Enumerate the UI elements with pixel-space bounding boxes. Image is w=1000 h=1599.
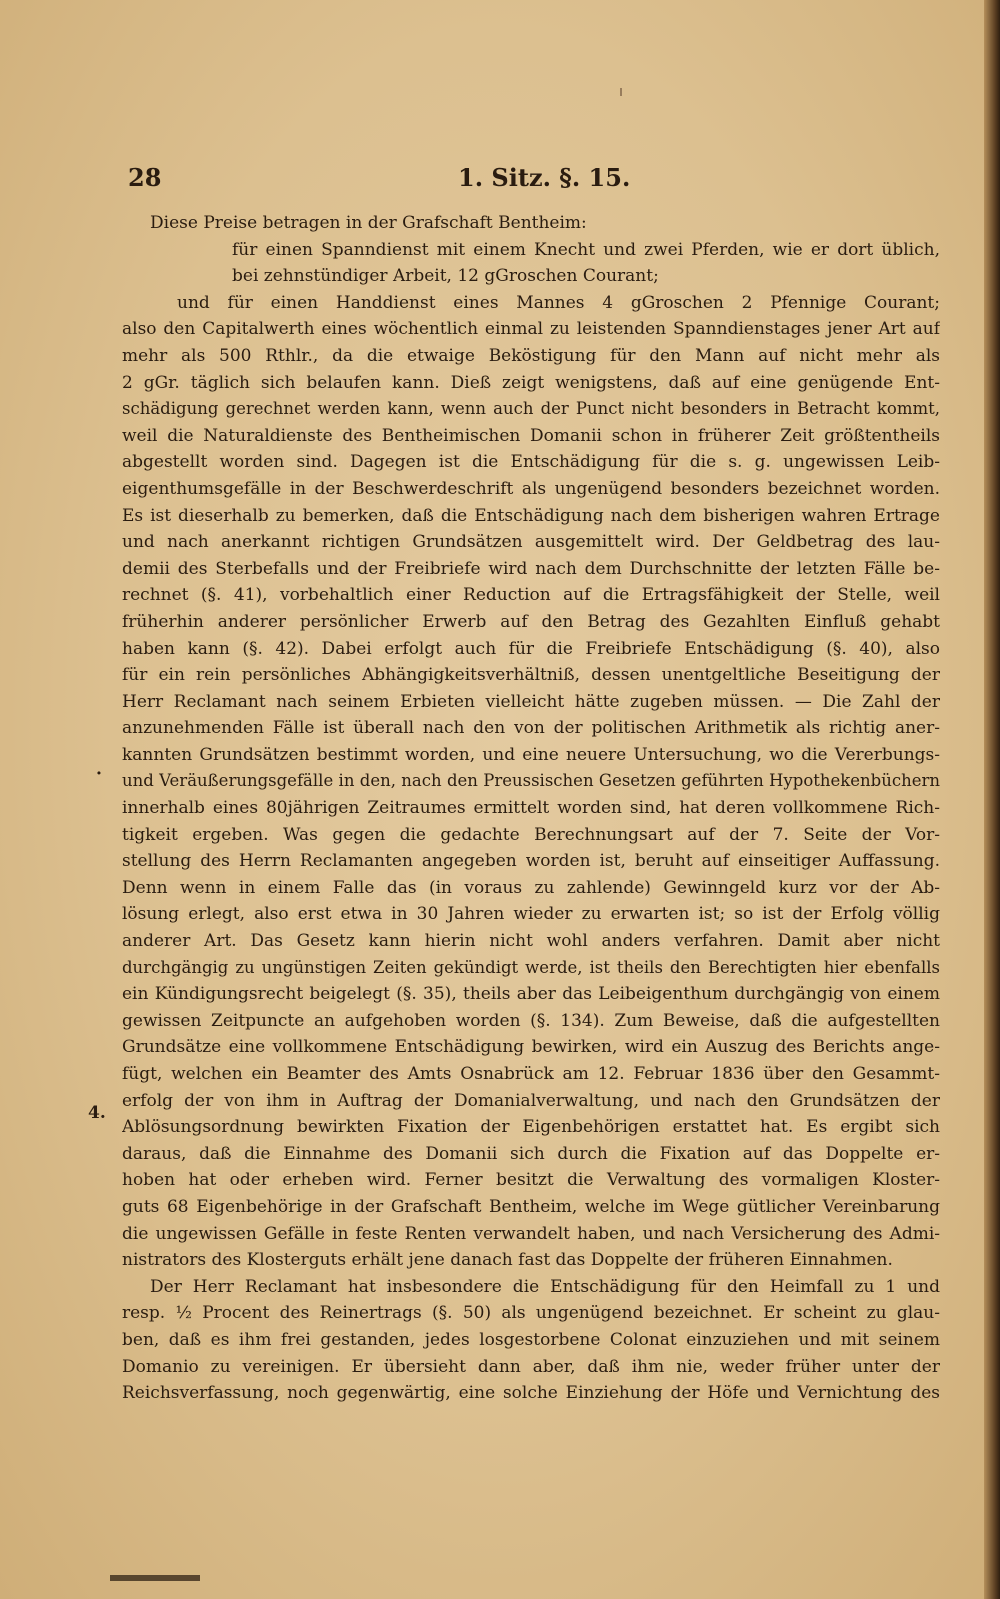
margin-dot: · <box>96 764 102 784</box>
text-line: ben, daß es ihm frei gestanden, jedes losgestorbene Colonat einzuziehen und mit seinem <box>122 1329 940 1350</box>
text-line: gewissen Zeitpuncte an aufgehoben worden (§. 134). Zum Beweise, daß die aufgestellten <box>122 1010 940 1031</box>
text-line: resp. ½ Procent des Reinertrags (§. 50) als ungenügend bezeichnet. Er scheint zu glau- <box>122 1303 940 1324</box>
text-line: Es ist dieserhalb zu bemerken, daß die Entschädigung nach dem bisherigen wahren Ertrage <box>122 505 940 526</box>
text-line: weil die Naturaldienste des Bentheimischen Domanii schon in früherer Zeit größtentheils <box>122 425 940 446</box>
running-head: 1. Sitz. §. 15. <box>458 163 631 192</box>
text-line: fügt, welchen ein Beamter des Amts Osnabrück am 12. Februar 1836 über den Gesammt- <box>122 1064 940 1084</box>
text-line: Der Herr Reclamant hat insbesondere die Entschädigung für den Heimfall zu 1 und <box>150 1276 940 1297</box>
text-line: demii des Sterbefalls und der Freibriefe wird nach dem Durchschnitte der letzten Fälle be- <box>122 558 940 579</box>
text-line: Diese Preise betragen in der Grafschaft Bentheim: <box>150 213 587 233</box>
page-edge-mark <box>110 1575 200 1581</box>
page-header <box>128 163 928 203</box>
text-line: und nach anerkannt richtigen Grundsätzen ausgemittelt wird. Der Geldbetrag des lau- <box>122 532 940 553</box>
page-number: 28 <box>128 163 162 192</box>
page-edge-shadow <box>984 0 1000 1599</box>
text-line: hoben hat oder erheben wird. Ferner besitzt die Verwaltung des vormaligen Kloster- <box>122 1170 940 1191</box>
text-line: abgestellt worden sind. Dagegen ist die Entschädigung für die s. g. ungewissen Leib- <box>122 452 940 473</box>
text-line: Reichsverfassung, noch gegenwärtig, eine solche Einziehung der Höfe und Vernichtung des <box>122 1383 940 1404</box>
text-line: und für einen Handdienst eines Mannes 4 gGroschen 2 Pfennige Courant; <box>177 292 940 313</box>
text-line: schädigung gerechnet werden kann, wenn auch der Punct nicht besonders in Betracht kommt, <box>122 399 940 419</box>
text-line: innerhalb eines 80jährigen Zeitraumes ermittelt worden sind, hat deren vollkommene Rich- <box>122 798 940 819</box>
text-line: daraus, daß die Einnahme des Domanii sich durch die Fixation auf das Doppelte er- <box>122 1143 940 1164</box>
text-line: ein Kündigungsrecht beigelegt (§. 35), theils aber das Leibeigenthum durchgängig von einem <box>122 984 940 1005</box>
text-line: für ein rein persönliches Abhängigkeitsverhältniß, dessen unentgeltliche Beseitigung der <box>122 665 940 686</box>
text-line: Ablösungsordnung bewirkten Fixation der Eigenbehörigen erstattet hat. Es ergibt sich <box>122 1117 940 1138</box>
text-line: 2 gGr. täglich sich belaufen kann. Dieß zeigt wenigstens, daß auf eine genügende Ent- <box>122 372 940 393</box>
text-line: durchgängig zu ungünstigen Zeiten gekündigt werde, ist theils den Berechtigten hier ebenfalls <box>122 957 940 977</box>
text-line: mehr als 500 Rthlr., da die etwaige Beköstigung für den Mann auf nicht mehr als <box>122 345 940 366</box>
text-line: tigkeit ergeben. Was gegen die gedachte Berechnungsart auf der 7. Seite der Vor- <box>122 824 940 845</box>
text-line: Denn wenn in einem Falle das (in voraus zu zahlende) Gewinngeld kurz vor der Ab- <box>122 877 940 898</box>
text-line: rechnet (§. 41), vorbehaltlich einer Reduction auf die Ertragsfähigkeit der Stelle, weil <box>122 585 940 606</box>
text-line: guts 68 Eigenbehörige in der Grafschaft Bentheim, welche im Wege gütlicher Vereinbarung <box>122 1196 940 1217</box>
text-line: also den Capitalwerth eines wöchentlich einmal zu leistenden Spanndienstages jener Art auf <box>122 319 940 340</box>
text-line: lösung erlegt, also erst etwa in 30 Jahren wieder zu erwarten ist; so ist der Erfolg völlig <box>122 904 940 925</box>
text-line: anzunehmenden Fälle ist überall nach den von der politischen Arithmetik als richtig aner- <box>122 718 940 739</box>
text-line: eigenthumsgefälle in der Beschwerdeschrift als ungenügend besonders bezeichnet worden. <box>122 478 940 499</box>
text-line: bei zehnstündiger Arbeit, 12 gGroschen Courant; <box>232 266 659 287</box>
text-line: früherhin anderer persönlicher Erwerb auf den Betrag des Gezahlten Einfluß gehabt <box>122 611 940 632</box>
text-line: anderer Art. Das Gesetz kann hierin nicht wohl anders verfahren. Damit aber nicht <box>122 931 940 952</box>
text-line: Grundsätze eine vollkommene Entschädigung bewirken, wird ein Auszug des Berichts ange- <box>122 1037 940 1058</box>
text-line: und Veräußerungsgefälle in den, nach den Preussischen Gesetzen geführten Hypothekenbüchern <box>122 771 940 791</box>
body-text <box>122 210 940 1407</box>
text-line: erfolg der von ihm in Auftrag der Domanialverwaltung, und nach den Grundsätzen der <box>122 1090 940 1111</box>
margin-number: 4. <box>88 1103 106 1123</box>
text-line: haben kann (§. 42). Dabei erfolgt auch für die Freibriefe Entschädigung (§. 40), also <box>122 638 940 659</box>
text-line: Herr Reclamant nach seinem Erbieten vielleicht hätte zugeben müssen. — Die Zahl der <box>122 691 940 712</box>
ink-speck <box>620 88 622 96</box>
text-line: kannten Grundsätzen bestimmt worden, und eine neuere Untersuchung, wo die Vererbungs- <box>122 744 940 765</box>
text-line: nistrators des Klosterguts erhält jene danach fast das Doppelte der früheren Einnahmen. <box>122 1250 893 1271</box>
text-line: die ungewissen Gefälle in feste Renten verwandelt haben, und nach Versicherung des Admi- <box>122 1223 940 1244</box>
text-line: Domanio zu vereinigen. Er übersieht dann aber, daß ihm nie, weder früher unter der <box>122 1356 940 1377</box>
text-line: stellung des Herrn Reclamanten angegeben worden ist, beruht auf einseitiger Auffassung. <box>122 851 940 872</box>
text-line: für einen Spanndienst mit einem Knecht und zwei Pferden, wie er dort üblich, <box>232 239 940 260</box>
